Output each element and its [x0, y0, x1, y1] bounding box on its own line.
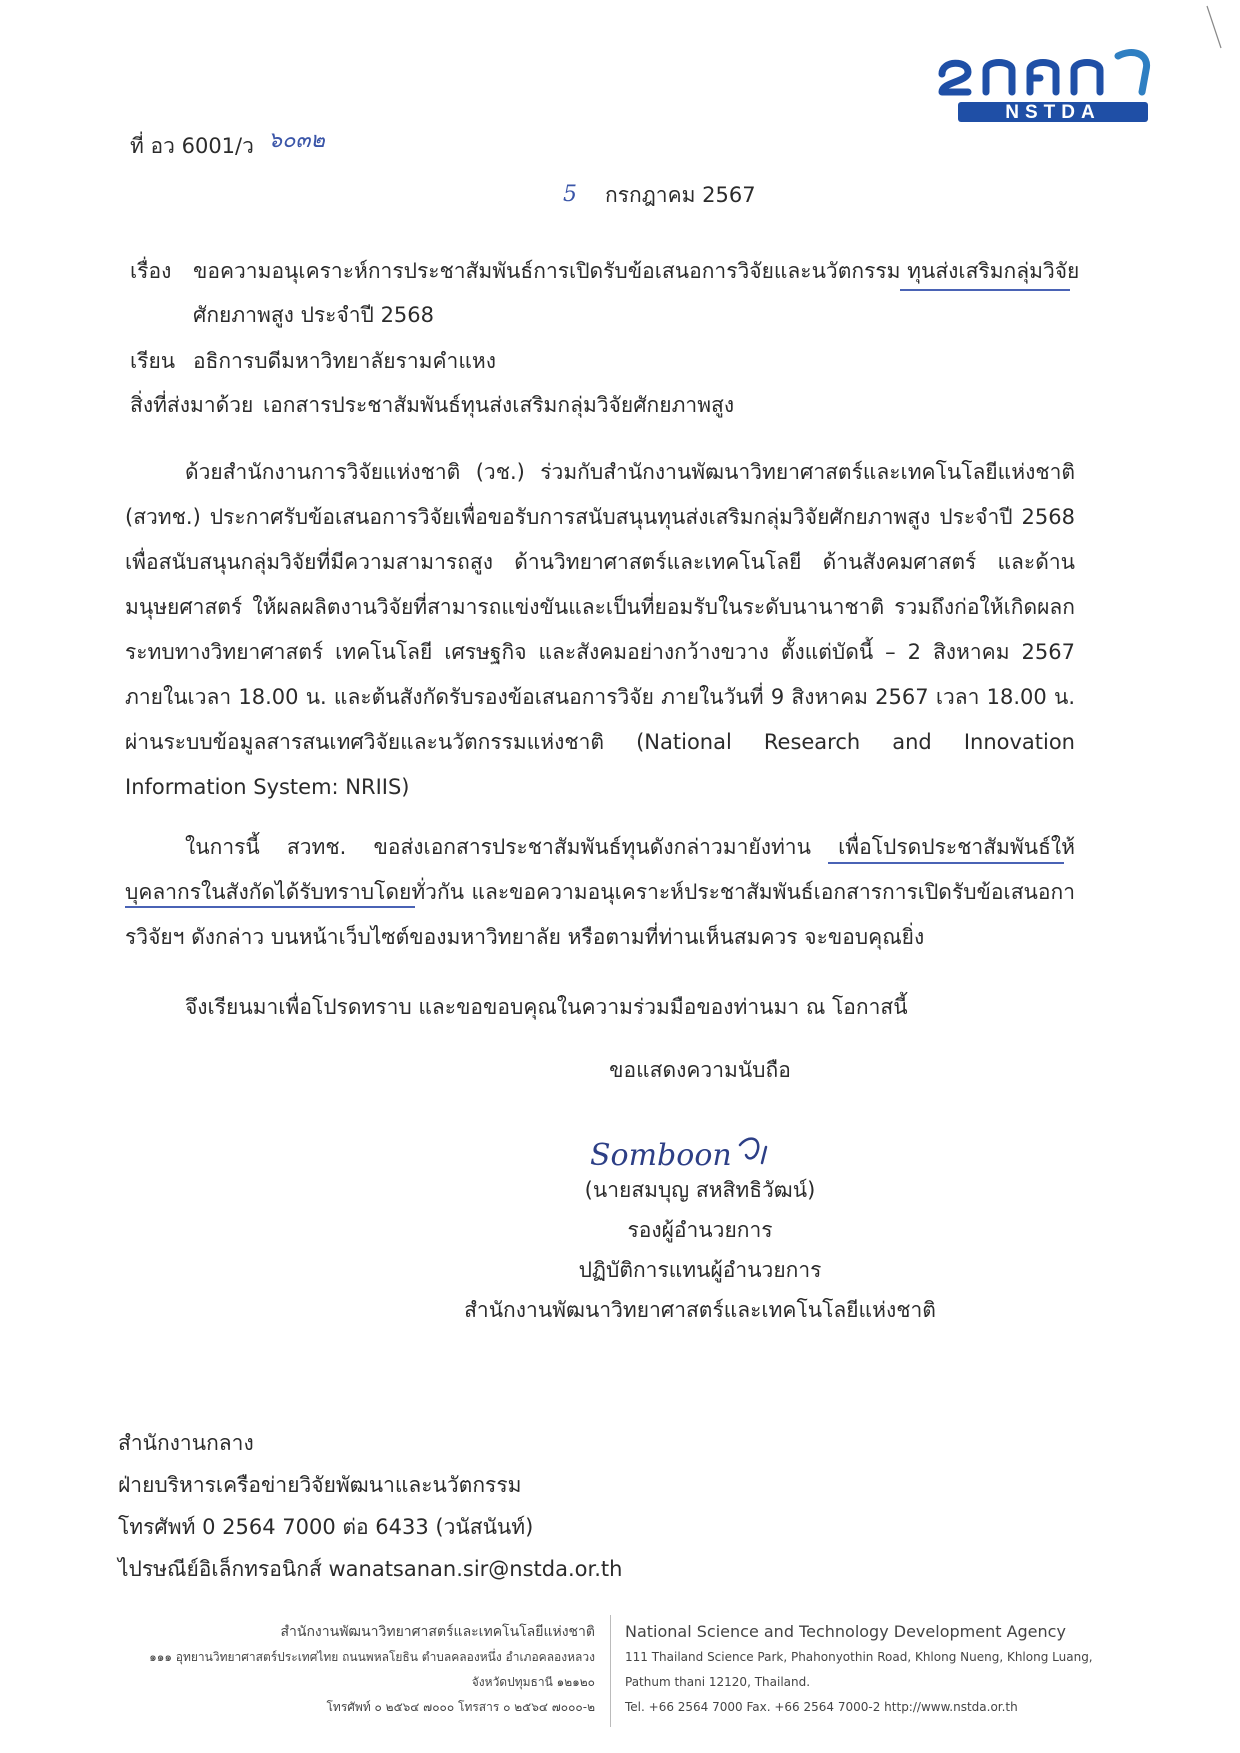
body-paragraph-3 — [125, 985, 1075, 1030]
recipient-text: อธิการบดีมหาวิทยาลัยรามคำแหง — [193, 349, 496, 373]
body-paragraph-1 — [125, 450, 1075, 810]
signer-organization: สำนักงานพัฒนาวิทยาศาสตร์และเทคโนโลยีแห่งชาติ — [464, 1298, 936, 1322]
paragraph2-underline-b — [125, 906, 415, 908]
footer-en-org: National Science and Technology Development Agency — [625, 1622, 1066, 1641]
subject-underline — [900, 289, 1070, 291]
date-day-handwritten: 5 — [563, 182, 577, 207]
footer-divider — [610, 1615, 611, 1727]
reference-number-handwritten: ๖๐๓๒ — [268, 128, 325, 153]
nstda-logo — [928, 48, 1176, 126]
footer-thai-address2: จังหวัดปทุมธานี ๑๒๑๒๐ — [471, 1675, 595, 1689]
footer-en-address2: Pathum thani 12120, Thailand. — [625, 1675, 811, 1689]
footer-thai-address1: ๑๑๑ อุทยานวิทยาศาสตร์ประเทศไทย ถนนพหลโยธิน ตำบลคลองหนึ่ง อำเภอคลองหลวง — [149, 1650, 595, 1664]
contact-division: ฝ่ายบริหารเครือข่ายวิจัยพัฒนาและนวัตกรรม — [118, 1473, 522, 1497]
contact-email: ไปรษณีย์อิเล็กทรอนิกส์ wanatsanan.sir@nstda.or.th — [118, 1557, 623, 1581]
paragraph2-underline-a — [828, 862, 1064, 864]
subject-label: เรื่อง — [130, 259, 172, 283]
contact-office: สำนักงานกลาง — [118, 1431, 254, 1455]
logo-wordmark: NSTDA — [1005, 102, 1101, 123]
footer-thai-phone: โทรศัพท์ ๐ ๒๕๖๔ ๗๐๐๐ โทรสาร ๐ ๒๕๖๔ ๗๐๐๐-๒ — [326, 1700, 595, 1714]
reference-number-label: ที่ อว 6001/ว — [130, 134, 254, 158]
body-paragraph-1-text: ด้วยสำนักงานการวิจัยแห่งชาติ (วช.) ร่วมกับสำนักงานพัฒนาวิทยาศาสตร์และเทคโนโลยีแห่งชาติ (สวทช.) ประกาศรับข้อเสนอการวิจัยเพื่อขอรับการสนับสนุนทุนส่งเสริมกลุ่มวิจัยศักยภาพสูง ประจำปี 2568 เพื่อสนับสนุนกลุ่มวิจัยที่มีความสามารถสูง ด้านวิทยาศาสตร์และเทคโนโลยี ด้านสังคมศาสตร์ และด้านมนุษยศาสตร์ ให้ผลผลิตงานวิจัยที่สามารถแข่งขันและเป็นที่ยอมรับในระดับนานาชาติ รวมถึงก่อให้เกิดผลกระทบทางวิทยาศาสตร์ เทคโนโลยี เศรษฐกิจ และสังคมอย่างกว้างขวาง ตั้งแต่บัดนี้ – 2 สิงหาคม 2567 ภายในเวลา 18.00 น. และต้นสังกัดรับรองข้อเสนอการวิจัย ภายในวันที่ 9 สิงหาคม 2567 เวลา 18.00 น. ผ่านระบบข้อมูลสารสนเทศวิจัยและนวัตกรรมแห่งชาติ (National Research and Innovation Information System: NRIIS) — [125, 460, 1075, 799]
signature-text: Somboon — [590, 1138, 732, 1173]
signer-name: (นายสมบุญ สหสิทธิวัฒน์) — [584, 1178, 816, 1202]
subject-line1: ขอความอนุเคราะห์การประชาสัมพันธ์การเปิดรับข้อเสนอการวิจัยและนวัตกรรม ทุนส่งเสริมกลุ่มวิจัย — [193, 259, 1080, 283]
date-month-year: กรกฎาคม 2567 — [605, 183, 756, 207]
attachment-text: เอกสารประชาสัมพันธ์ทุนส่งเสริมกลุ่มวิจัยศักยภาพสูง — [263, 393, 735, 417]
contact-phone: โทรศัพท์ 0 2564 7000 ต่อ 6433 (วนัสนันท์) — [118, 1515, 534, 1539]
footer-en-address1: 111 Thailand Science Park, Phahonyothin Road, Khlong Nueng, Khlong Luang, — [625, 1650, 1093, 1664]
recipient-label: เรียน — [130, 349, 176, 373]
footer-en-contact: Tel. +66 2564 7000 Fax. +66 2564 7000-2 http://www.nstda.or.th — [625, 1700, 1018, 1714]
body-paragraph-2-text: ในการนี้ สวทช. ขอส่งเอกสารประชาสัมพันธ์ทุนดังกล่าวมายังท่าน เพื่อโปรดประชาสัมพันธ์ให้บุคลากรในสังกัดได้รับทราบโดยทั่วกัน และขอความอนุเคราะห์ประชาสัมพันธ์เอกสารการเปิดรับข้อเสนอการวิจัยฯ ดังกล่าว บนหน้าเว็บไซต์ของมหาวิทยาลัย หรือตามที่ท่านเห็นสมควร จะขอบคุณยิ่ง — [125, 835, 1075, 949]
body-paragraph-3-text: จึงเรียนมาเพื่อโปรดทราบ และขอขอบคุณในความร่วมมือของท่านมา ณ โอกาสนี้ — [185, 995, 908, 1019]
attachment-label: สิ่งที่ส่งมาด้วย — [130, 393, 254, 417]
subject-line2: ศักยภาพสูง ประจำปี 2568 — [193, 303, 435, 327]
body-paragraph-2 — [125, 825, 1075, 960]
signer-title: รองผู้อำนวยการ — [627, 1218, 773, 1242]
signer-acting-for: ปฏิบัติการแทนผู้อำนวยการ — [578, 1258, 822, 1282]
footer-thai-org: สำนักงานพัฒนาวิทยาศาสตร์และเทคโนโลยีแห่งชาติ — [280, 1624, 595, 1640]
closing-salutation: ขอแสดงความนับถือ — [609, 1058, 791, 1082]
corner-pen-mark — [1205, 4, 1225, 54]
